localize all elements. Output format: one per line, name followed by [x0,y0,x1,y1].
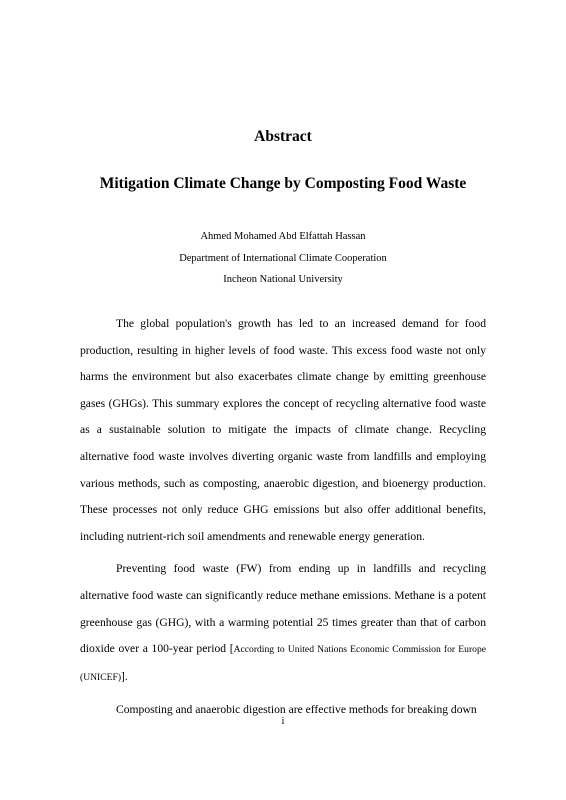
abstract-paragraph-2 [80,556,486,691]
author-name: Ahmed Mohamed Abd Elfattah Hassan [200,231,366,242]
section-heading-abstract: Abstract [254,128,312,145]
abstract-paragraph-3: Composting and anaerobic digestion are effective methods for breaking down [116,703,477,717]
paper-title: Mitigation Climate Change by Composting Food Waste [99,175,467,192]
abstract-paragraph-1: The global population's growth has led to an increased demand for food production, resulting in higher levels of food waste. This excess food waste not only harms the environment but also exacerbates climate change by emitting greenhouse gases (GHGs). This summary explores the concept of recycling alternative food waste as a sustainable solution to mitigate the impacts of climate change. Recycling alternative food waste involves diverting organic waste from landfills and employing various methods, such as composting, anaerobic digestion, and bioenergy production. These processes not only reduce GHG emissions but also offer additional benefits, including nutrient-rich soil amendments and renewable energy generation. [80,317,486,543]
abstract-body [80,311,486,724]
author-block [0,226,566,291]
paragraph-2-text: Preventing food waste (FW) from ending up in landfills and recycling alternative food waste can significantly reduce methane emissions. Methane is a potent greenhouse gas (GHG), with a warming potential 25 times greater than that of carbon dioxide over a 100-year period [ [80,562,486,656]
page-number: i [281,716,285,727]
paragraph-2-closing: ]. [121,669,128,683]
author-department: Department of International Climate Cooperation [179,252,387,264]
author-university: Incheon National University [223,274,343,285]
citation-reference: According to United Nations Economic Commission for Europe (UNICEF) [80,644,486,683]
